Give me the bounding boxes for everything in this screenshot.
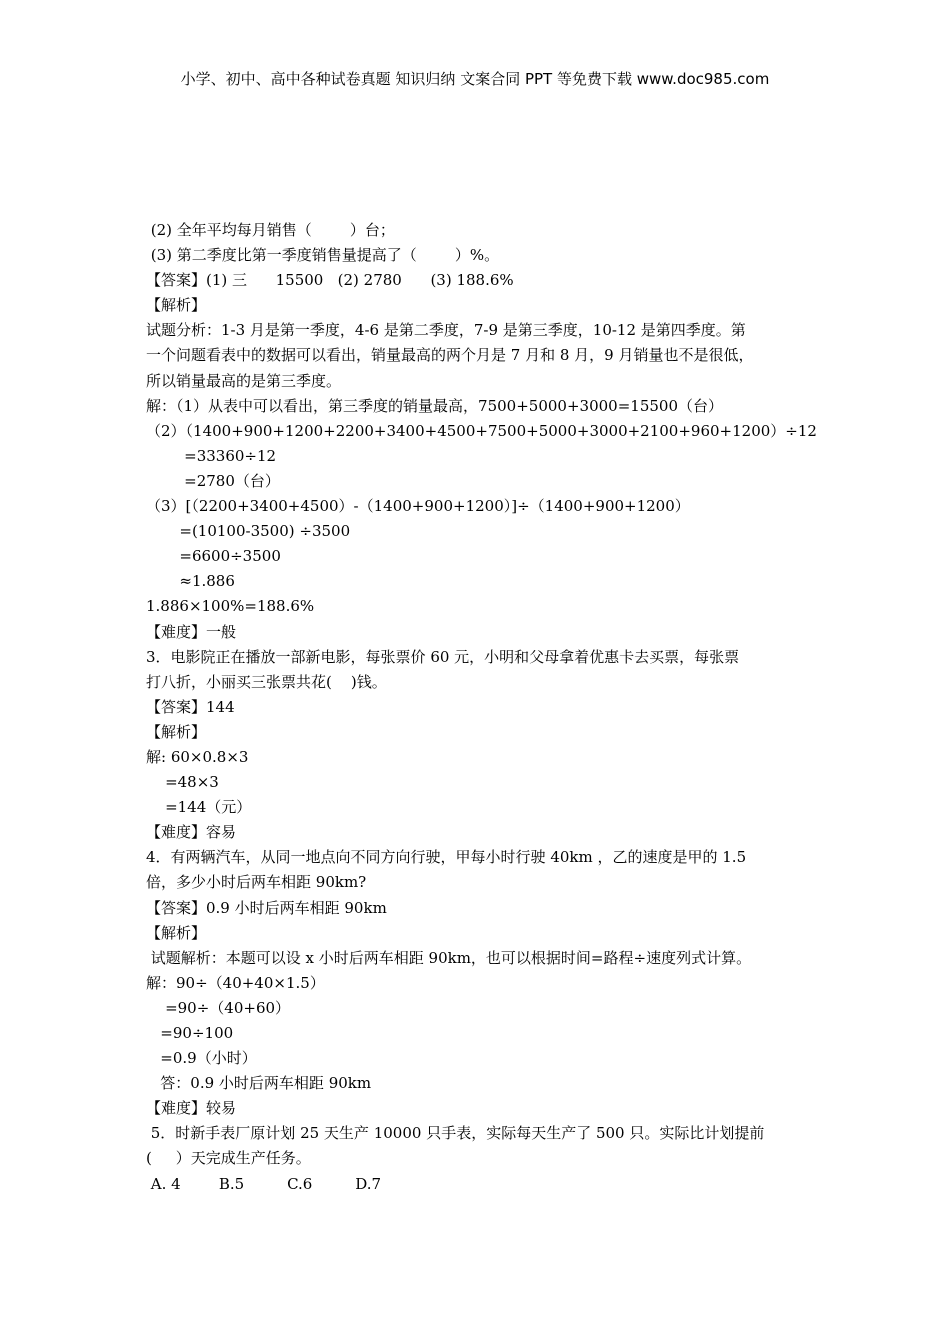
solution-line: =(10100-3500) ÷3500 [146,522,351,541]
analysis-heading: 【解析】 [146,722,207,741]
page-header: 小学、初中、高中各种试卷真题 知识归纳 文案合同 PPT 等免费下载 www.doc985.com [180,70,770,88]
solution-line: =90÷100 [146,1024,234,1042]
analysis-heading: 【解析】 [146,923,207,942]
solution-line: =90÷（40+60） [146,998,291,1017]
solution-line: =0.9（小时） [146,1049,257,1068]
question-3: 打八折，小丽买三张票共花( )钱。 [146,672,387,691]
solution-line: 解: 60×0.8×3 [146,747,249,766]
solution-line: 1.886×100%=188.6% [146,597,315,616]
question-3: 3．电影院正在播放一部新电影，每张票价 60 元，小明和父母拿着优惠卡去买票，每张票 [146,647,740,666]
analysis-text: 试题分析：1-3 月是第一季度，4-6 是第二季度，7-9 是第三季度，10-12 是第四季度。第 [146,321,746,340]
question-4: 4．有两辆汽车，从同一地点向不同方向行驶，甲每小时行驶 40km ，乙的速度是甲的 1.5 [146,848,747,867]
solution-line: 答：0.9 小时后两车相距 90km [146,1074,372,1093]
analysis-text: 一个问题看表中的数据可以看出，销量最高的两个月是 7 月和 8 月，9 月销量也不是很低， [146,346,754,365]
analysis-text: 所以销量最高的是第三季度。 [146,371,342,390]
analysis-text: 试题解析：本题可以设 x 小时后两车相距 90km，也可以根据时间=路程÷速度列式计算。 [146,948,752,967]
solution-line: （3）[（2200+3400+4500）-（1400+900+1200）]÷（1400+900+1200） [146,497,690,516]
answer-line: 【答案】(1) 三 15500 (2) 2780 (3) 188.6% [146,271,514,290]
difficulty-line: 【难度】一般 [146,622,237,641]
solution-line: =2780（台） [146,471,280,490]
solution-line: 解：（1）从表中可以看出，第三季度的销量最高，7500+5000+3000=15500（台） [146,396,723,415]
solution-line: =48×3 [146,773,219,792]
document-body [146,218,816,1197]
solution-line: =144（元） [146,798,252,817]
solution-line: 解：90÷（40+40×1.5） [146,973,325,992]
question-2-3: (3) 第二季度比第一季度销售量提高了（ ）%。 [146,246,500,265]
solution-line: ≈1.886 [146,572,235,591]
analysis-heading: 【解析】 [146,296,207,315]
solution-line: （2）（1400+900+1200+2200+3400+4500+7500+5000+3000+2100+960+1200）÷12 [146,421,817,440]
question-4: 倍，多少小时后两车相距 90km? [146,873,367,892]
question-5: 5．时新手表厂原计划 25 天生产 10000 只手表，实际每天生产了 500 只。实际比计划提前 [146,1124,765,1143]
difficulty-line: 【难度】容易 [146,823,237,842]
question-5-options: A. 4 B.5 C.6 D.7 [146,1174,382,1193]
answer-line: 【答案】0.9 小时后两车相距 90km [146,898,387,917]
question-5: ( ）天完成生产任务。 [146,1149,311,1168]
question-2-2: (2) 全年平均每月销售（ ）台； [146,221,395,239]
solution-line: =6600÷3500 [146,547,281,566]
difficulty-line: 【难度】较易 [146,1099,237,1118]
solution-line: =33360÷12 [146,446,277,465]
answer-line: 【答案】144 [146,697,235,716]
